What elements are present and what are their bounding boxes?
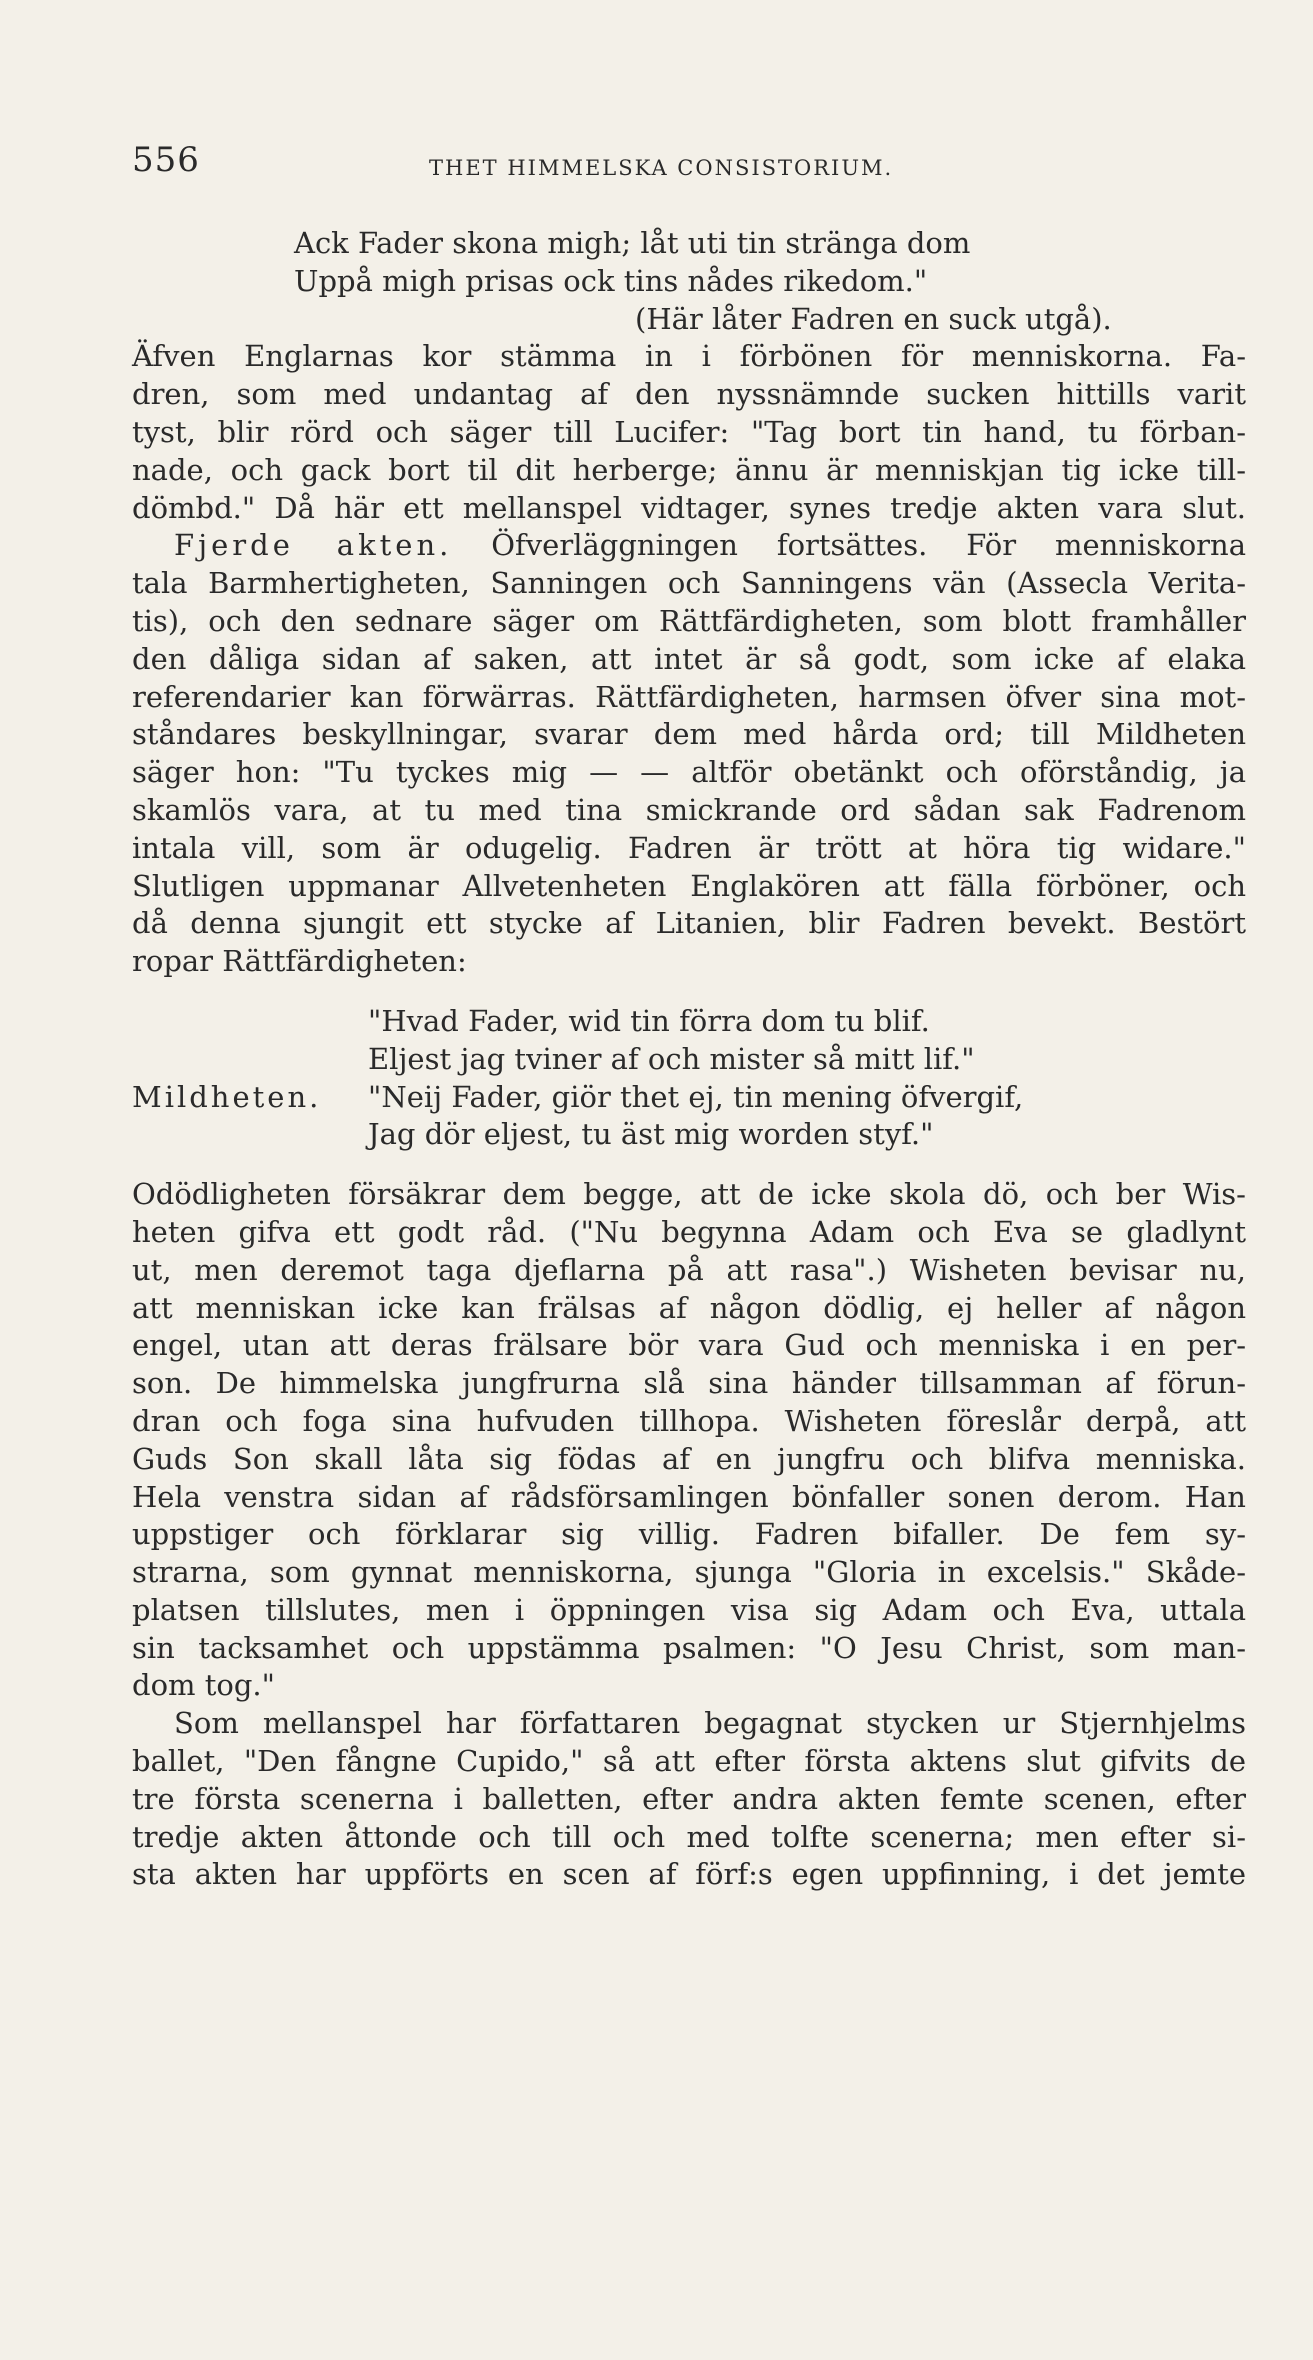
running-title: THET HIMMELSKA CONSISTORIUM.	[429, 156, 894, 180]
verse-line: Ack Fader skona migh; låt uti tin stränga dom	[294, 226, 971, 260]
text-line: dren, som med undantag af den nyssnämnde sucken hittills varit	[132, 377, 1246, 412]
text-line: strarna, som gynnat menniskorna, sjunga "Gloria in excelsis." Skåde-	[132, 1555, 1246, 1590]
text-line: då denna sjungit ett stycke af Litanien, blir Fadren bevekt. Bestört	[132, 906, 1246, 941]
act-heading: Fjerde akten.	[174, 528, 453, 563]
text-line: tala Barmhertigheten, Sanningen och Sanningens vän (Assecla Verita-	[132, 566, 1246, 601]
text-line: dran och foga sina hufvuden tillhopa. Wisheten föreslår derpå, att	[132, 1403, 1246, 1438]
text-line: ropar Rättfärdigheten:	[132, 944, 467, 979]
text-line: tredje akten åttonde och till och med tolfte scenerna; men efter si-	[132, 1819, 1246, 1854]
page-header	[132, 140, 1262, 190]
spacer	[132, 1154, 1246, 1176]
text-line: platsen tillslutes, men i öppningen visa sig Adam och Eva, uttala	[132, 1592, 1246, 1627]
text-line: intala vill, som är odugelig. Fadren är trött at höra tig widare."	[132, 830, 1246, 865]
text-line: engel, utan att deras frälsare bör vara Gud och menniska i en per-	[132, 1328, 1246, 1363]
page-number: 556	[132, 140, 200, 180]
text-line: sin tacksamhet och uppstämma psalmen: "O Jesu Christ, som man-	[132, 1630, 1246, 1665]
text-line: att menniskan icke kan frälsas af någon dödlig, ej heller af någon	[132, 1290, 1246, 1325]
text-line: heten gifva ett godt råd. ("Nu begynna Adam och Eva se gladlynt	[132, 1214, 1246, 1249]
verse-line: Jag dör eljest, tu äst mig worden styf."	[368, 1117, 934, 1152]
text-line: son. De himmelska jungfrurna slå sina händer tillsamman af förun-	[132, 1366, 1246, 1401]
text-line: tyst, blir rörd och säger till Lucifer: "Tag bort tin hand, tu förban-	[132, 414, 1246, 449]
text-line: dömbd." Då här ett mellanspel vidtager, synes tredje akten vara slut.	[132, 490, 1246, 525]
verse-text: "Neij Fader, giör thet ej, tin mening öfvergif,	[368, 1079, 1024, 1114]
text-line: den dåliga sidan af saken, att intet är så godt, som icke af elaka	[132, 641, 1246, 676]
text-line: Hela venstra sidan af rådsförsamlingen bönfaller sonen derom. Han	[132, 1479, 1246, 1514]
page-body	[132, 225, 1246, 1894]
text-line: tis), och den sednare säger om Rättfärdigheten, som blott framhåller	[132, 603, 1246, 638]
text-line: ut, men deremot taga djeflarna på att rasa".) Wisheten bevisar nu,	[132, 1252, 1246, 1287]
text-line: nade, och gack bort til dit herberge; ännu är menniskjan tig icke till-	[132, 452, 1246, 487]
text-line: tre första scenerna i balletten, efter andra akten femte scenen, efter	[132, 1781, 1246, 1816]
text-line	[132, 527, 1246, 565]
text-line-continuation: Öfverläggningen fortsättes. För menniskorna	[491, 528, 1247, 563]
text-line: Som mellanspel har författaren begagnat stycken ur Stjernhjelms	[174, 1706, 1246, 1741]
verse-line: "Hvad Fader, wid tin förra dom tu blif.	[368, 1003, 930, 1038]
text-line: dom tog."	[132, 1668, 275, 1703]
text-line: Guds Son skall låta sig födas af en jungfru och blifva menniska.	[132, 1441, 1246, 1476]
text-line: ballet, "Den fångne Cupido," så att efter första aktens slut gifvits de	[132, 1744, 1246, 1779]
stage-direction: (Här låter Fadren en suck utgå).	[635, 301, 1112, 336]
text-line: säger hon: "Tu tyckes mig — — altför obetänkt och oförståndig, ja	[132, 755, 1246, 790]
text-line: skamlös vara, at tu med tina smickrande ord sådan sak Fadrenom	[132, 792, 1246, 827]
verse-line	[132, 1079, 1246, 1117]
verse-line: Eljest jag tviner af och mister så mitt lif."	[368, 1041, 975, 1076]
text-line: uppstiger och förklarar sig villig. Fadren bifaller. De fem sy-	[132, 1517, 1246, 1552]
text-line: Slutligen uppmanar Allvetenheten Englakören att fälla förböner, och	[132, 868, 1246, 903]
text-line: referendarier kan förwärras. Rättfärdigheten, harmsen öfver sina mot-	[132, 679, 1246, 714]
text-line: ståndares beskyllningar, svarar dem med hårda ord; till Mildheten	[132, 717, 1246, 752]
spacer	[132, 981, 1246, 1003]
verse-line: Uppå migh prisas ock tins nådes rikedom."	[294, 263, 928, 298]
text-line: sta akten har uppförts en scen af förf:s egen uppfinning, i det jemte	[132, 1857, 1246, 1892]
speaker-name: Mildheten.	[132, 1079, 322, 1114]
text-line: Äfven Englarnas kor stämma in i förbönen för menniskorna. Fa-	[132, 339, 1246, 374]
text-line: Odödligheten försäkrar dem begge, att de icke skola dö, och ber Wis-	[132, 1177, 1246, 1212]
